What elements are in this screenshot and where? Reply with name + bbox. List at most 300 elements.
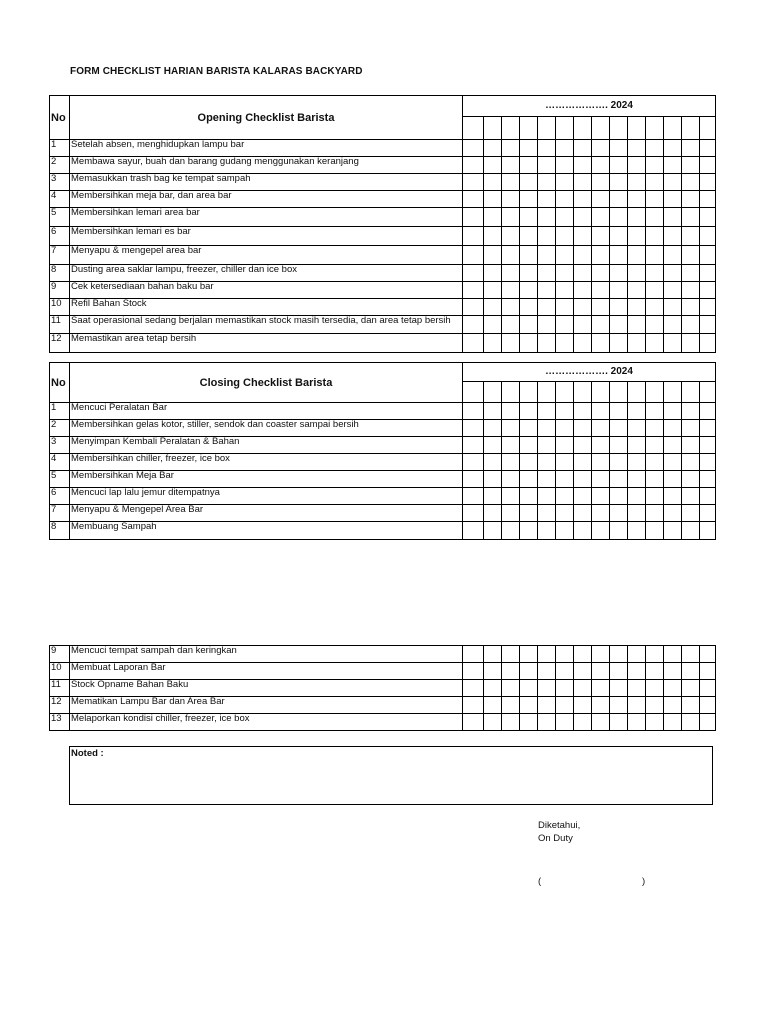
check-cell[interactable]: [574, 227, 592, 246]
check-cell[interactable]: [610, 334, 628, 353]
check-cell[interactable]: [592, 316, 610, 334]
check-cell[interactable]: [538, 265, 556, 282]
check-cell[interactable]: [502, 697, 520, 714]
check-cell[interactable]: [664, 265, 682, 282]
check-cell[interactable]: [592, 680, 610, 697]
date-header[interactable]: ………………. 2024: [463, 96, 716, 117]
day-column-cell[interactable]: [610, 117, 628, 140]
check-cell[interactable]: [484, 471, 502, 488]
check-cell[interactable]: [520, 714, 538, 731]
check-cell[interactable]: [574, 208, 592, 227]
check-cell[interactable]: [574, 265, 592, 282]
check-cell[interactable]: [538, 208, 556, 227]
check-cell[interactable]: [610, 714, 628, 731]
check-cell[interactable]: [664, 157, 682, 174]
check-cell[interactable]: [556, 208, 574, 227]
check-cell[interactable]: [574, 282, 592, 299]
check-cell[interactable]: [664, 403, 682, 420]
date-header[interactable]: ………………. 2024: [463, 363, 716, 382]
check-cell[interactable]: [610, 316, 628, 334]
check-cell[interactable]: [700, 174, 716, 191]
check-cell[interactable]: [610, 454, 628, 471]
check-cell[interactable]: [664, 316, 682, 334]
check-cell[interactable]: [520, 522, 538, 540]
check-cell[interactable]: [538, 488, 556, 505]
day-column-cell[interactable]: [700, 382, 716, 403]
day-column-cell[interactable]: [628, 117, 646, 140]
check-cell[interactable]: [463, 208, 484, 227]
check-cell[interactable]: [646, 246, 664, 265]
check-cell[interactable]: [610, 646, 628, 663]
day-column-cell[interactable]: [556, 117, 574, 140]
check-cell[interactable]: [484, 208, 502, 227]
check-cell[interactable]: [646, 191, 664, 208]
check-cell[interactable]: [538, 140, 556, 157]
check-cell[interactable]: [484, 697, 502, 714]
check-cell[interactable]: [592, 265, 610, 282]
check-cell[interactable]: [664, 663, 682, 680]
check-cell[interactable]: [484, 316, 502, 334]
check-cell[interactable]: [646, 471, 664, 488]
check-cell[interactable]: [463, 420, 484, 437]
check-cell[interactable]: [700, 316, 716, 334]
check-cell[interactable]: [556, 191, 574, 208]
check-cell[interactable]: [463, 299, 484, 316]
check-cell[interactable]: [484, 505, 502, 522]
check-cell[interactable]: [502, 316, 520, 334]
check-cell[interactable]: [556, 157, 574, 174]
check-cell[interactable]: [520, 191, 538, 208]
check-cell[interactable]: [463, 505, 484, 522]
check-cell[interactable]: [646, 522, 664, 540]
check-cell[interactable]: [520, 208, 538, 227]
check-cell[interactable]: [610, 191, 628, 208]
check-cell[interactable]: [682, 140, 700, 157]
check-cell[interactable]: [610, 680, 628, 697]
day-column-cell[interactable]: [610, 382, 628, 403]
check-cell[interactable]: [682, 522, 700, 540]
check-cell[interactable]: [484, 334, 502, 353]
check-cell[interactable]: [520, 646, 538, 663]
check-cell[interactable]: [700, 471, 716, 488]
noted-box[interactable]: [69, 746, 713, 805]
day-column-cell[interactable]: [484, 382, 502, 403]
check-cell[interactable]: [574, 697, 592, 714]
check-cell[interactable]: [520, 505, 538, 522]
check-cell[interactable]: [520, 454, 538, 471]
check-cell[interactable]: [484, 227, 502, 246]
check-cell[interactable]: [520, 265, 538, 282]
check-cell[interactable]: [646, 282, 664, 299]
check-cell[interactable]: [610, 265, 628, 282]
check-cell[interactable]: [664, 505, 682, 522]
check-cell[interactable]: [628, 208, 646, 227]
check-cell[interactable]: [484, 403, 502, 420]
check-cell[interactable]: [556, 140, 574, 157]
check-cell[interactable]: [592, 437, 610, 454]
check-cell[interactable]: [592, 505, 610, 522]
check-cell[interactable]: [538, 505, 556, 522]
check-cell[interactable]: [484, 157, 502, 174]
check-cell[interactable]: [484, 420, 502, 437]
check-cell[interactable]: [484, 299, 502, 316]
check-cell[interactable]: [682, 191, 700, 208]
check-cell[interactable]: [628, 663, 646, 680]
check-cell[interactable]: [664, 646, 682, 663]
check-cell[interactable]: [538, 227, 556, 246]
check-cell[interactable]: [484, 140, 502, 157]
check-cell[interactable]: [556, 488, 574, 505]
check-cell[interactable]: [556, 505, 574, 522]
check-cell[interactable]: [610, 157, 628, 174]
check-cell[interactable]: [502, 488, 520, 505]
check-cell[interactable]: [682, 437, 700, 454]
check-cell[interactable]: [502, 420, 520, 437]
check-cell[interactable]: [682, 420, 700, 437]
check-cell[interactable]: [502, 646, 520, 663]
check-cell[interactable]: [538, 246, 556, 265]
check-cell[interactable]: [682, 505, 700, 522]
check-cell[interactable]: [574, 420, 592, 437]
check-cell[interactable]: [682, 680, 700, 697]
check-cell[interactable]: [520, 140, 538, 157]
check-cell[interactable]: [463, 522, 484, 540]
check-cell[interactable]: [700, 714, 716, 731]
check-cell[interactable]: [538, 646, 556, 663]
check-cell[interactable]: [502, 522, 520, 540]
check-cell[interactable]: [592, 246, 610, 265]
check-cell[interactable]: [610, 299, 628, 316]
check-cell[interactable]: [610, 697, 628, 714]
check-cell[interactable]: [646, 663, 664, 680]
day-column-cell[interactable]: [556, 382, 574, 403]
check-cell[interactable]: [538, 522, 556, 540]
check-cell[interactable]: [592, 208, 610, 227]
check-cell[interactable]: [646, 454, 664, 471]
check-cell[interactable]: [463, 714, 484, 731]
check-cell[interactable]: [592, 299, 610, 316]
check-cell[interactable]: [664, 522, 682, 540]
check-cell[interactable]: [592, 403, 610, 420]
check-cell[interactable]: [646, 208, 664, 227]
check-cell[interactable]: [484, 680, 502, 697]
day-column-cell[interactable]: [646, 382, 664, 403]
day-column-cell[interactable]: [574, 117, 592, 140]
check-cell[interactable]: [556, 227, 574, 246]
check-cell[interactable]: [592, 454, 610, 471]
check-cell[interactable]: [664, 140, 682, 157]
check-cell[interactable]: [628, 191, 646, 208]
check-cell[interactable]: [502, 680, 520, 697]
check-cell[interactable]: [574, 714, 592, 731]
check-cell[interactable]: [592, 282, 610, 299]
check-cell[interactable]: [646, 157, 664, 174]
check-cell[interactable]: [628, 505, 646, 522]
check-cell[interactable]: [700, 437, 716, 454]
check-cell[interactable]: [484, 265, 502, 282]
check-cell[interactable]: [574, 505, 592, 522]
check-cell[interactable]: [592, 471, 610, 488]
check-cell[interactable]: [538, 680, 556, 697]
check-cell[interactable]: [700, 208, 716, 227]
check-cell[interactable]: [592, 714, 610, 731]
check-cell[interactable]: [520, 157, 538, 174]
check-cell[interactable]: [592, 140, 610, 157]
check-cell[interactable]: [682, 282, 700, 299]
check-cell[interactable]: [502, 174, 520, 191]
check-cell[interactable]: [700, 403, 716, 420]
check-cell[interactable]: [610, 522, 628, 540]
check-cell[interactable]: [610, 663, 628, 680]
check-cell[interactable]: [628, 334, 646, 353]
check-cell[interactable]: [628, 471, 646, 488]
check-cell[interactable]: [700, 299, 716, 316]
check-cell[interactable]: [520, 403, 538, 420]
check-cell[interactable]: [628, 282, 646, 299]
check-cell[interactable]: [646, 299, 664, 316]
check-cell[interactable]: [628, 157, 646, 174]
check-cell[interactable]: [682, 454, 700, 471]
check-cell[interactable]: [664, 488, 682, 505]
check-cell[interactable]: [664, 282, 682, 299]
check-cell[interactable]: [628, 140, 646, 157]
check-cell[interactable]: [520, 227, 538, 246]
check-cell[interactable]: [484, 714, 502, 731]
check-cell[interactable]: [538, 471, 556, 488]
check-cell[interactable]: [502, 265, 520, 282]
check-cell[interactable]: [556, 471, 574, 488]
check-cell[interactable]: [463, 334, 484, 353]
check-cell[interactable]: [538, 282, 556, 299]
check-cell[interactable]: [574, 454, 592, 471]
check-cell[interactable]: [556, 522, 574, 540]
check-cell[interactable]: [610, 403, 628, 420]
check-cell[interactable]: [520, 680, 538, 697]
check-cell[interactable]: [556, 697, 574, 714]
check-cell[interactable]: [502, 403, 520, 420]
check-cell[interactable]: [628, 488, 646, 505]
check-cell[interactable]: [574, 437, 592, 454]
check-cell[interactable]: [502, 227, 520, 246]
check-cell[interactable]: [502, 282, 520, 299]
check-cell[interactable]: [520, 174, 538, 191]
day-column-cell[interactable]: [520, 117, 538, 140]
check-cell[interactable]: [664, 680, 682, 697]
check-cell[interactable]: [556, 680, 574, 697]
day-column-cell[interactable]: [628, 382, 646, 403]
check-cell[interactable]: [628, 246, 646, 265]
check-cell[interactable]: [682, 663, 700, 680]
check-cell[interactable]: [682, 697, 700, 714]
check-cell[interactable]: [592, 227, 610, 246]
check-cell[interactable]: [646, 227, 664, 246]
check-cell[interactable]: [628, 265, 646, 282]
check-cell[interactable]: [646, 334, 664, 353]
check-cell[interactable]: [502, 140, 520, 157]
day-column-cell[interactable]: [463, 382, 484, 403]
check-cell[interactable]: [520, 471, 538, 488]
check-cell[interactable]: [664, 191, 682, 208]
check-cell[interactable]: [592, 697, 610, 714]
check-cell[interactable]: [610, 227, 628, 246]
check-cell[interactable]: [556, 299, 574, 316]
check-cell[interactable]: [646, 420, 664, 437]
check-cell[interactable]: [463, 471, 484, 488]
check-cell[interactable]: [538, 454, 556, 471]
check-cell[interactable]: [463, 140, 484, 157]
check-cell[interactable]: [700, 505, 716, 522]
check-cell[interactable]: [463, 697, 484, 714]
check-cell[interactable]: [592, 420, 610, 437]
check-cell[interactable]: [610, 282, 628, 299]
check-cell[interactable]: [502, 157, 520, 174]
check-cell[interactable]: [682, 299, 700, 316]
check-cell[interactable]: [484, 174, 502, 191]
check-cell[interactable]: [628, 646, 646, 663]
check-cell[interactable]: [700, 140, 716, 157]
check-cell[interactable]: [556, 454, 574, 471]
check-cell[interactable]: [628, 174, 646, 191]
check-cell[interactable]: [484, 488, 502, 505]
check-cell[interactable]: [682, 334, 700, 353]
check-cell[interactable]: [574, 246, 592, 265]
day-column-cell[interactable]: [664, 117, 682, 140]
check-cell[interactable]: [538, 157, 556, 174]
check-cell[interactable]: [556, 265, 574, 282]
check-cell[interactable]: [484, 663, 502, 680]
check-cell[interactable]: [592, 191, 610, 208]
check-cell[interactable]: [463, 191, 484, 208]
check-cell[interactable]: [502, 471, 520, 488]
check-cell[interactable]: [646, 316, 664, 334]
day-column-cell[interactable]: [646, 117, 664, 140]
check-cell[interactable]: [664, 227, 682, 246]
check-cell[interactable]: [700, 265, 716, 282]
check-cell[interactable]: [682, 174, 700, 191]
check-cell[interactable]: [628, 316, 646, 334]
check-cell[interactable]: [646, 505, 664, 522]
check-cell[interactable]: [700, 246, 716, 265]
check-cell[interactable]: [700, 157, 716, 174]
check-cell[interactable]: [592, 334, 610, 353]
check-cell[interactable]: [682, 227, 700, 246]
check-cell[interactable]: [556, 714, 574, 731]
check-cell[interactable]: [520, 437, 538, 454]
check-cell[interactable]: [646, 403, 664, 420]
check-cell[interactable]: [700, 488, 716, 505]
check-cell[interactable]: [502, 208, 520, 227]
check-cell[interactable]: [463, 680, 484, 697]
check-cell[interactable]: [664, 471, 682, 488]
check-cell[interactable]: [646, 697, 664, 714]
check-cell[interactable]: [538, 420, 556, 437]
check-cell[interactable]: [700, 334, 716, 353]
check-cell[interactable]: [628, 437, 646, 454]
check-cell[interactable]: [664, 420, 682, 437]
check-cell[interactable]: [628, 522, 646, 540]
day-column-cell[interactable]: [520, 382, 538, 403]
check-cell[interactable]: [538, 697, 556, 714]
check-cell[interactable]: [682, 646, 700, 663]
check-cell[interactable]: [520, 316, 538, 334]
check-cell[interactable]: [646, 646, 664, 663]
check-cell[interactable]: [502, 663, 520, 680]
check-cell[interactable]: [484, 246, 502, 265]
check-cell[interactable]: [520, 282, 538, 299]
check-cell[interactable]: [646, 714, 664, 731]
check-cell[interactable]: [574, 471, 592, 488]
check-cell[interactable]: [556, 282, 574, 299]
check-cell[interactable]: [520, 334, 538, 353]
day-column-cell[interactable]: [538, 382, 556, 403]
check-cell[interactable]: [646, 265, 664, 282]
day-column-cell[interactable]: [484, 117, 502, 140]
check-cell[interactable]: [538, 299, 556, 316]
check-cell[interactable]: [610, 140, 628, 157]
check-cell[interactable]: [463, 265, 484, 282]
check-cell[interactable]: [574, 191, 592, 208]
check-cell[interactable]: [592, 157, 610, 174]
check-cell[interactable]: [538, 174, 556, 191]
check-cell[interactable]: [664, 208, 682, 227]
check-cell[interactable]: [700, 646, 716, 663]
check-cell[interactable]: [574, 174, 592, 191]
check-cell[interactable]: [484, 191, 502, 208]
check-cell[interactable]: [628, 714, 646, 731]
check-cell[interactable]: [574, 663, 592, 680]
check-cell[interactable]: [646, 140, 664, 157]
check-cell[interactable]: [463, 663, 484, 680]
check-cell[interactable]: [502, 454, 520, 471]
check-cell[interactable]: [556, 437, 574, 454]
check-cell[interactable]: [502, 191, 520, 208]
check-cell[interactable]: [682, 488, 700, 505]
check-cell[interactable]: [700, 454, 716, 471]
check-cell[interactable]: [610, 420, 628, 437]
check-cell[interactable]: [520, 420, 538, 437]
check-cell[interactable]: [700, 522, 716, 540]
check-cell[interactable]: [610, 208, 628, 227]
check-cell[interactable]: [628, 697, 646, 714]
check-cell[interactable]: [664, 697, 682, 714]
check-cell[interactable]: [538, 403, 556, 420]
check-cell[interactable]: [463, 488, 484, 505]
check-cell[interactable]: [682, 714, 700, 731]
check-cell[interactable]: [610, 505, 628, 522]
check-cell[interactable]: [463, 316, 484, 334]
check-cell[interactable]: [628, 680, 646, 697]
check-cell[interactable]: [574, 680, 592, 697]
check-cell[interactable]: [463, 246, 484, 265]
check-cell[interactable]: [610, 437, 628, 454]
check-cell[interactable]: [463, 174, 484, 191]
check-cell[interactable]: [628, 420, 646, 437]
check-cell[interactable]: [538, 316, 556, 334]
day-column-cell[interactable]: [682, 117, 700, 140]
check-cell[interactable]: [664, 454, 682, 471]
check-cell[interactable]: [520, 299, 538, 316]
check-cell[interactable]: [646, 488, 664, 505]
check-cell[interactable]: [574, 299, 592, 316]
check-cell[interactable]: [502, 437, 520, 454]
check-cell[interactable]: [484, 282, 502, 299]
check-cell[interactable]: [646, 174, 664, 191]
day-column-cell[interactable]: [700, 117, 716, 140]
check-cell[interactable]: [664, 437, 682, 454]
day-column-cell[interactable]: [502, 117, 520, 140]
check-cell[interactable]: [520, 246, 538, 265]
check-cell[interactable]: [700, 680, 716, 697]
